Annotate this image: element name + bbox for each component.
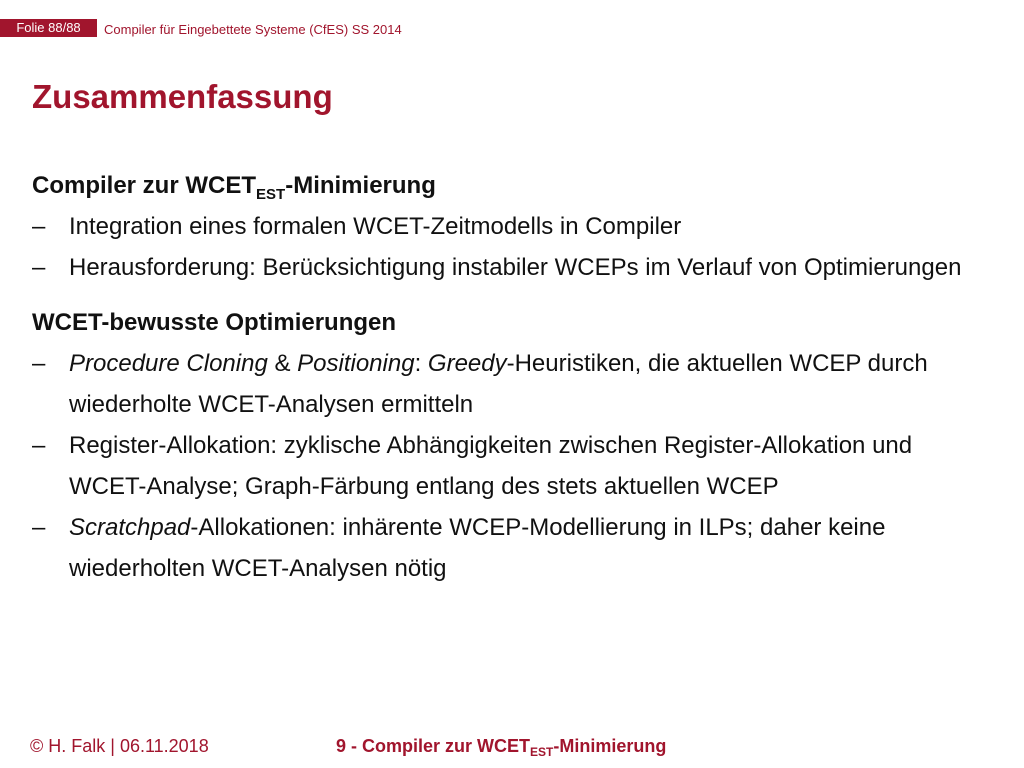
bullet-dash: – (32, 514, 46, 541)
bullet-dash: – (32, 254, 46, 281)
bullet-text: -Allokationen: inhärente WCEP-Modellierung in ILPs; daher keine wiederholten WCET-Analysen nötig (69, 514, 886, 582)
bullet-text: Positioning (297, 350, 415, 377)
bullet-text: Integration eines formalen WCET-Zeitmodells in Compiler (69, 213, 682, 240)
section-heading-tail: -Minimierung (285, 172, 436, 199)
bullet-text: Herausforderung: Berücksichtigung instabiler WCEPs im Verlauf von Optimierungen (69, 254, 962, 281)
bullet-item (32, 507, 992, 589)
slide-footer (0, 730, 1024, 760)
section-heading (32, 165, 992, 206)
section-heading (32, 302, 992, 343)
bullet-dash: – (32, 432, 46, 459)
bullet-text: Scratchpad (69, 514, 191, 541)
section-heading-text: WCET-bewusste Optimierungen (32, 309, 397, 336)
slide-content (32, 165, 992, 589)
section-gap (32, 288, 992, 302)
bullet-item (32, 343, 992, 425)
bullet-text: Procedure Cloning (69, 350, 268, 377)
section-heading-subscript: EST (256, 186, 286, 203)
course-title: Compiler für Eingebettete Systeme (CfES) SS 2014 (104, 22, 402, 37)
bullet-dash: – (32, 213, 46, 240)
chapter-title-subscript: EST (530, 745, 554, 759)
bullet-text: Register-Allokation: zyklische Abhängigkeiten zwischen Register-Allokation und WCET-Analyse; Graph-Färbung entlang des stets aktuellen WCEP (69, 432, 913, 500)
chapter-title (336, 736, 666, 757)
bullet-item (32, 247, 992, 288)
section-heading-text: Compiler zur WCET (32, 172, 257, 199)
bullet-item (32, 425, 992, 507)
slide-title: Zusammenfassung (32, 78, 333, 115)
bullet-dash: – (32, 350, 46, 377)
chapter-title-tail: -Minimierung (553, 736, 667, 756)
bullet-text: Greedy (427, 350, 507, 377)
slide-number-badge: Folie 88/88 (0, 19, 97, 37)
bullet-item (32, 206, 992, 247)
slide-header (0, 0, 1024, 38)
author-date: © H. Falk | 06.11.2018 (30, 736, 209, 756)
bullet-text: & (267, 350, 298, 377)
chapter-title-main: 9 - Compiler zur WCET (336, 736, 531, 756)
bullet-text: -Heuristiken, die aktuellen WCEP durch wiederholte WCET-Analysen ermitteln (69, 350, 928, 418)
bullet-text: : (414, 350, 428, 377)
